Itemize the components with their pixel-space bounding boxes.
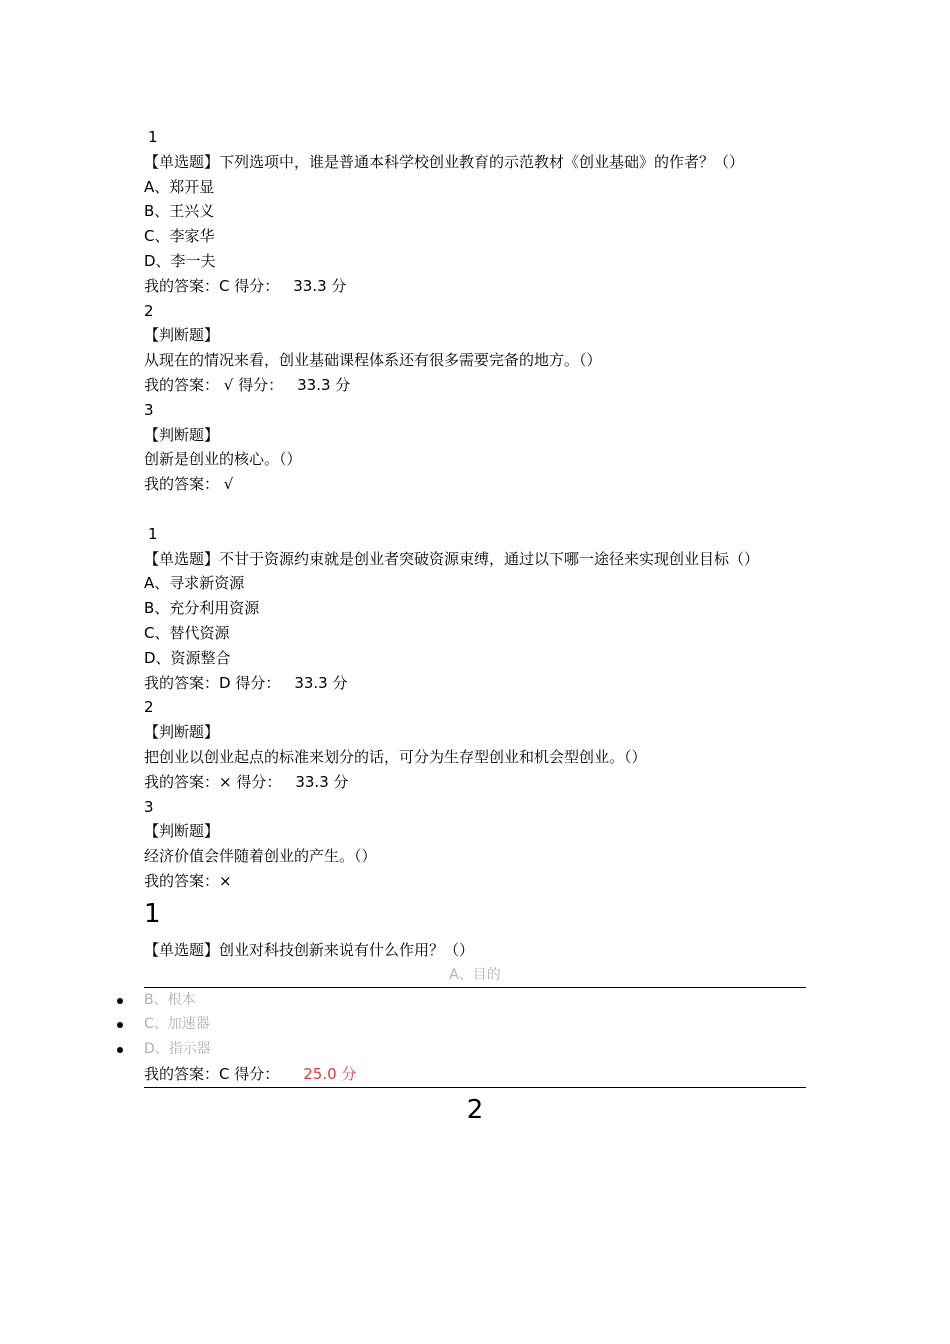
bullet-icon xyxy=(117,1022,123,1028)
question-type: 【判断题】 xyxy=(144,425,220,444)
answer-label: 我的答案：× 得分： xyxy=(144,772,282,791)
question-type: 【判断题】 xyxy=(144,822,220,841)
question-number: 3 xyxy=(144,400,154,419)
bullet-icon xyxy=(117,998,123,1004)
option-d: D、李一夫 xyxy=(144,251,216,270)
question-number: 2 xyxy=(144,698,154,717)
option-list xyxy=(144,988,806,1062)
question-text: 【单选题】创业对科技创新来说有什么作用？（） xyxy=(144,940,475,959)
question-number: 1 xyxy=(148,524,158,543)
my-answer: 我的答案： √ xyxy=(144,475,234,494)
question-type: 【判断题】 xyxy=(144,326,220,345)
question-text: 【单选题】不甘于资源约束就是创业者突破资源束缚，通过以下哪一途径来实现创业目标（） xyxy=(144,549,760,568)
answer-label: 我的答案：D 得分： xyxy=(144,673,281,692)
score-value: 33.3 分 xyxy=(293,276,347,295)
option-c xyxy=(144,1012,806,1037)
option-d xyxy=(144,1037,806,1062)
section-gap xyxy=(144,497,806,522)
option-a: A、郑开显 xyxy=(144,177,215,196)
option-c: C、李家华 xyxy=(144,227,215,246)
question-text: 经济价值会伴随着创业的产生。（） xyxy=(144,847,377,866)
score-value: 33.3 分 xyxy=(295,772,349,791)
option-label: B、根本 xyxy=(144,991,196,1008)
question-number: 2 xyxy=(144,301,154,320)
question-number-large: 2 xyxy=(466,1094,484,1125)
option-label: C、加速器 xyxy=(144,1016,210,1033)
question-type: 【判断题】 xyxy=(144,723,220,742)
option-d: D、资源整合 xyxy=(144,648,231,667)
document-content xyxy=(144,125,806,1132)
answer-label: 我的答案：C 得分： xyxy=(144,1064,280,1083)
answer-label: 我的答案： √ 得分： xyxy=(144,375,284,394)
question-number-large: 1 xyxy=(144,898,161,929)
my-answer: 我的答案：× xyxy=(144,871,232,890)
my-answer xyxy=(144,274,806,299)
my-answer xyxy=(144,373,806,398)
option-b: B、充分利用资源 xyxy=(144,599,260,618)
option-a: A、寻求新资源 xyxy=(144,574,245,593)
question-text: 创新是创业的核心。（） xyxy=(144,450,302,469)
bullet-icon xyxy=(117,1047,123,1053)
question-number: 3 xyxy=(144,797,154,816)
option-a: A、目的 xyxy=(449,966,501,983)
question-text: 把创业以创业起点的标准来划分的话，可分为生存型创业和机会型创业。（） xyxy=(144,747,647,766)
option-b: B、王兴义 xyxy=(144,202,215,221)
my-answer xyxy=(144,1062,806,1087)
option-b xyxy=(144,988,806,1013)
my-answer xyxy=(144,671,806,696)
question-number: 1 xyxy=(148,128,158,146)
answer-label: 我的答案：C 得分： xyxy=(144,276,280,295)
question-text: 【单选题】下列选项中，谁是普通本科学校创业教育的示范教材《创业基础》的作者？（） xyxy=(144,152,745,171)
option-label: D、指示器 xyxy=(144,1041,211,1058)
my-answer xyxy=(144,770,806,795)
score-value: 33.3 分 xyxy=(297,375,351,394)
question-text: 从现在的情况来看，创业基础课程体系还有很多需要完备的地方。（） xyxy=(144,351,602,370)
score-value: 33.3 分 xyxy=(294,673,348,692)
score-value: 25.0 分 xyxy=(303,1064,357,1083)
option-c: C、替代资源 xyxy=(144,623,230,642)
